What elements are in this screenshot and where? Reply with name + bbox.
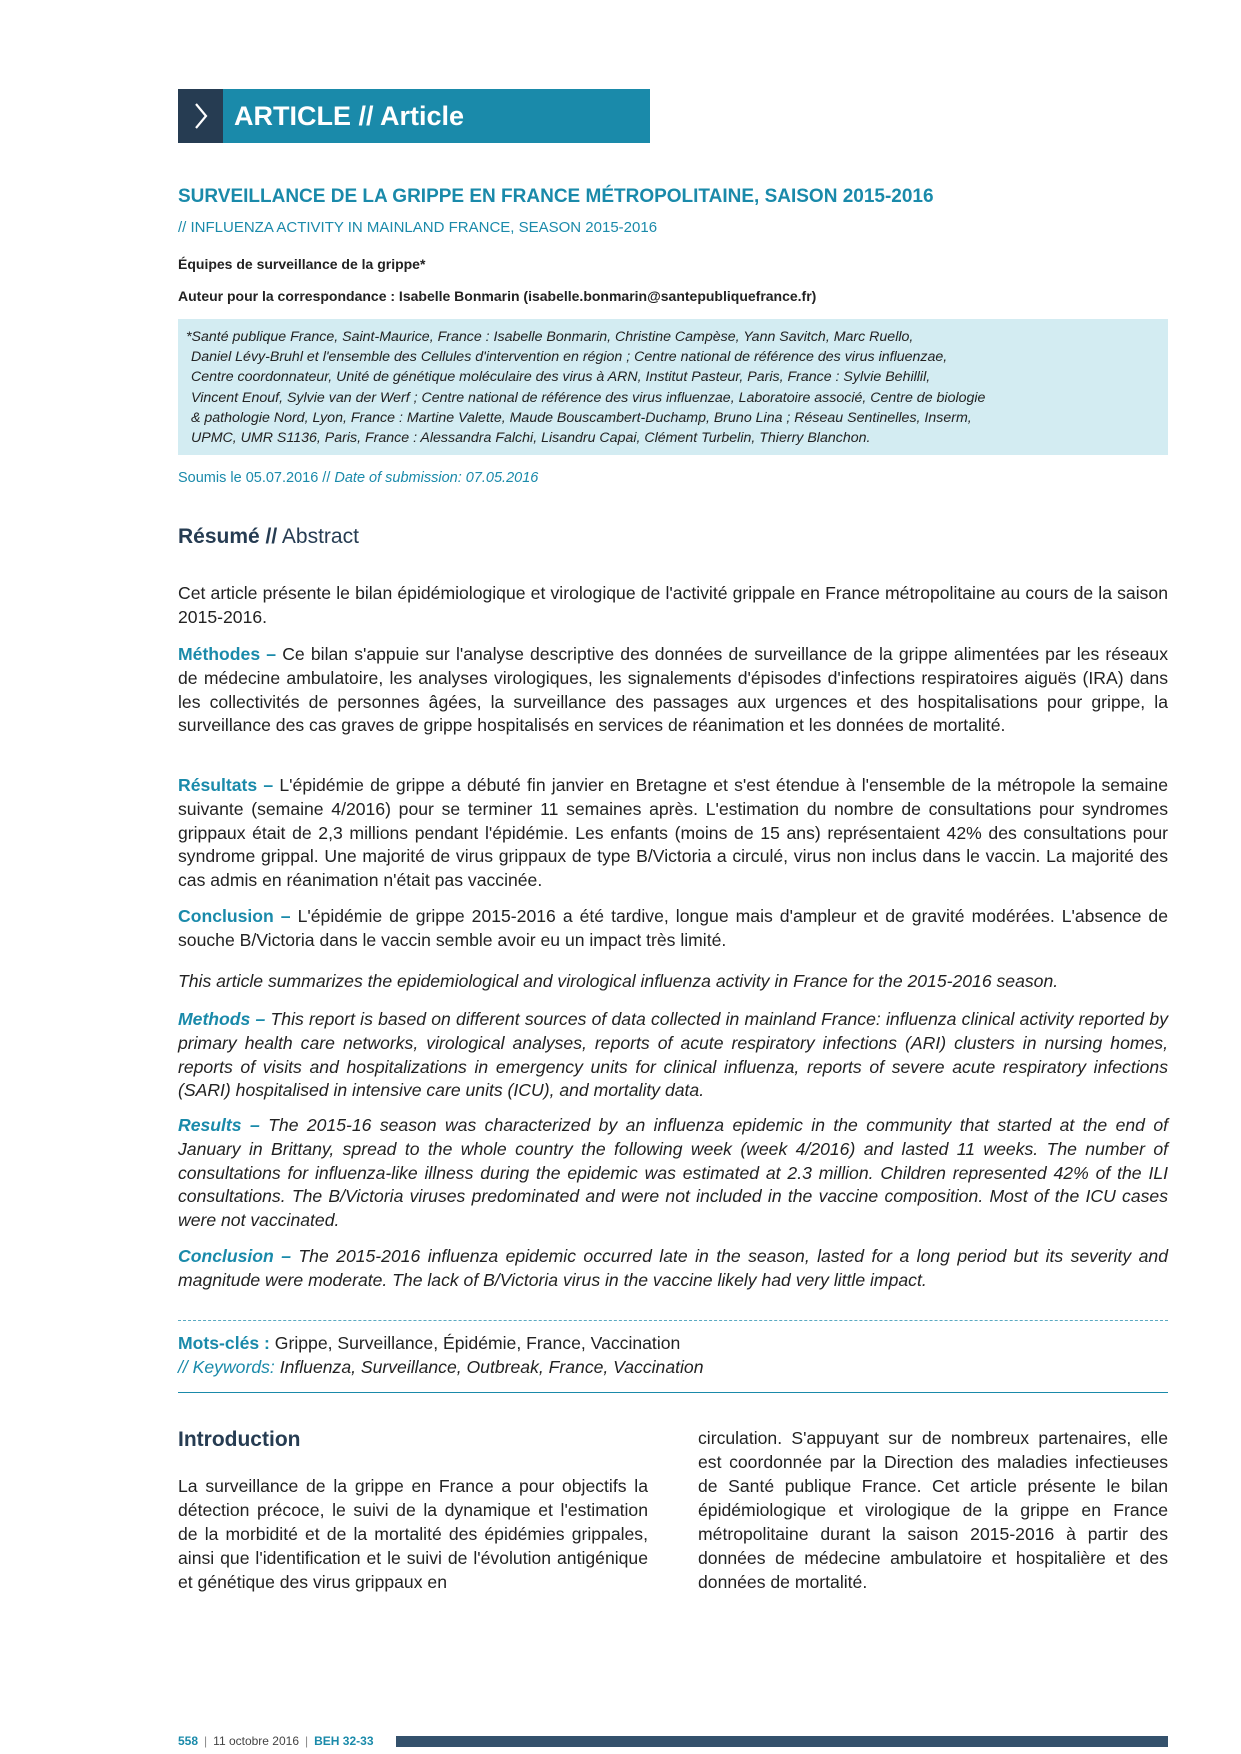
affiliation-line: UPMC, UMR S1136, Paris, France : Alessandra Falchi, Lisandru Capai, Clément Turbelin, Thierry Blanchon.: [191, 430, 871, 447]
issue-date: 11 octobre 2016: [213, 1734, 300, 1748]
abstract-results-en: Results – The 2015-16 season was characterized by an influenza epidemic in the community that started at the end of January in Brittany, spread to the whole country the following week (week 4/2016) and lasted 11 weeks. The number of consultations for influenza-like illness during the epidemic was estimated at 2.3 million. Children represented 42% of the ILI consultations. The B/Victoria viruses predominated and were not included in the vaccine composition. Most of the ICU cases were not vaccinated.: [178, 1115, 1168, 1231]
solid-divider: [178, 1392, 1168, 1393]
abstract-intro-en: This article summarizes the epidemiological and virological influenza activity in France for the 2015-2016 season.: [178, 971, 1059, 991]
affiliation-line: *Santé publique France, Saint-Maurice, France : Isabelle Bonmarin, Christine Campèse, Yann Savitch, Marc Ruello,: [186, 329, 914, 345]
abstract-intro-fr: Cet article présente le bilan épidémiologique et virologique de l'activité grippale en France métropolitaine au cours de la saison 2015-2016.: [178, 583, 1168, 627]
page-footer: [178, 1734, 1168, 1748]
affiliation-line: & pathologie Nord, Lyon, France : Martine Valette, Maude Bouscambert-Duchamp, Bruno Lina ; Réseau Sentinelles, Inserm,: [191, 409, 972, 426]
footer-separator: |: [305, 1734, 309, 1748]
introduction-heading: Introduction: [178, 1428, 301, 1451]
article-title-fr: SURVEILLANCE DE LA GRIPPE EN FRANCE MÉTROPOLITAINE, SAISON 2015-2016: [178, 186, 934, 207]
authors: Équipes de surveillance de la grippe*: [178, 256, 426, 272]
keywords-fr: Mots-clés : Grippe, Surveillance, Épidémie, France, Vaccination: [178, 1333, 681, 1353]
abstract-results-fr: Résultats – L'épidémie de grippe a débuté fin janvier en Bretagne et s'est étendue à l'ensemble de la métropole la semaine suivante (semaine 4/2016) pour se terminer 11 semaines après. L'estimation du nombre de consultations pour syndromes grippaux était de 2,3 millions pendant l'épidémie. Les enfants (moins de 15 ans) représentaient 42% des consultations pour syndrome grippal. Une majorité de virus grippaux de type B/Victoria a circulé, virus non inclus dans le vaccin. La majorité des cas admis en réanimation n'était pas vaccinée.: [178, 775, 1168, 891]
affiliation-line: Vincent Enouf, Sylvie van der Werf ; Centre national de référence des virus influenzae, Laboratoire associé, Centre de biologie: [191, 389, 986, 406]
abstract-conclusion-en: Conclusion – The 2015-2016 influenza epidemic occurred late in the season, lasted for a long period but its severity and magnitude were moderate. The lack of B/Victoria virus in the vaccine likely had very little impact.: [178, 1246, 1168, 1290]
footer-bar: [396, 1736, 1168, 1747]
affiliations-box: [178, 319, 1168, 455]
correspondence: Auteur pour la correspondance : Isabelle Bonmarin (isabelle.bonmarin@santepubliquefrance.fr): [178, 288, 817, 304]
journal-issue: BEH 32-33: [314, 1734, 374, 1748]
introduction-left-column: La surveillance de la grippe en France a pour objectifs la détection précoce, le suivi de la dynamique et l'estimation de la morbidité et de la mortalité des épidémies grippales, ainsi que l'identification et le suivi de l'évolution antigénique et génétique des virus grippaux en: [178, 1476, 648, 1592]
affiliation-line: Centre coordonnateur, Unité de génétique moléculaire des virus à ARN, Institut Pasteur, Paris, France : Sylvie Behillil,: [191, 369, 931, 386]
dashed-divider: [178, 1320, 1168, 1321]
banner-label: ARTICLE // Article: [223, 89, 650, 143]
submission-date: Soumis le 05.07.2016 // Date of submission: 07.05.2016: [178, 470, 539, 486]
abstract-methods-en: Methods – This report is based on different sources of data collected in mainland France: influenza clinical activity reported by primary health care networks, virological analyses, reports of acute respiratory infections (ARI) clusters in nursing homes, reports of visits and hospitalizations in emergency units for clinical influenza, reports of severe acute respiratory infections (SARI) hospitalised in intensive care units (ICU), and mortality data.: [178, 1009, 1168, 1101]
page-number: 558: [178, 1734, 199, 1748]
article-banner: [178, 89, 650, 143]
article-title-en: // INFLUENZA ACTIVITY IN MAINLAND FRANCE, SEASON 2015-2016: [178, 219, 658, 236]
keywords: [178, 1332, 703, 1379]
abstract-methods-fr: Méthodes – Ce bilan s'appuie sur l'analyse descriptive des données de surveillance de la grippe alimentées par les réseaux de médecine ambulatoire, les analyses virologiques, les signalements d'épisodes d'infections respiratoires aiguës (IRA) dans les collectivités de personnes âgées, la surveillance des passages aux urgences et des hospitalisations pour grippe, la surveillance des cas graves de grippe hospitalisés en services de réanimation et les données de mortalité.: [178, 644, 1168, 736]
affiliation-line: Daniel Lévy-Bruhl et l'ensemble des Cellules d'intervention en région ; Centre national de référence des virus influenzae,: [191, 349, 948, 366]
abstract-conclusion-fr: Conclusion – L'épidémie de grippe 2015-2016 a été tardive, longue mais d'ampleur et de gravité modérées. L'absence de souche B/Victoria dans le vaccin semble avoir eu un impact très limité.: [178, 906, 1168, 950]
footer-separator: |: [204, 1734, 208, 1748]
chevron-right-icon: [178, 89, 223, 143]
abstract-heading: Résumé // Abstract: [178, 525, 359, 548]
keywords-en: // Keywords: Influenza, Surveillance, Outbreak, France, Vaccination: [178, 1356, 704, 1377]
introduction-right-column: circulation. S'appuyant sur de nombreux partenaires, elle est coordonnée par la Direction des maladies infectieuses de Santé publique France. Cet article présente le bilan épidémiologique et virologique de la grippe en France métropolitaine durant la saison 2015-2016 à partir des données de médecine ambulatoire et hospitalière et des données de mortalité.: [698, 1428, 1168, 1592]
